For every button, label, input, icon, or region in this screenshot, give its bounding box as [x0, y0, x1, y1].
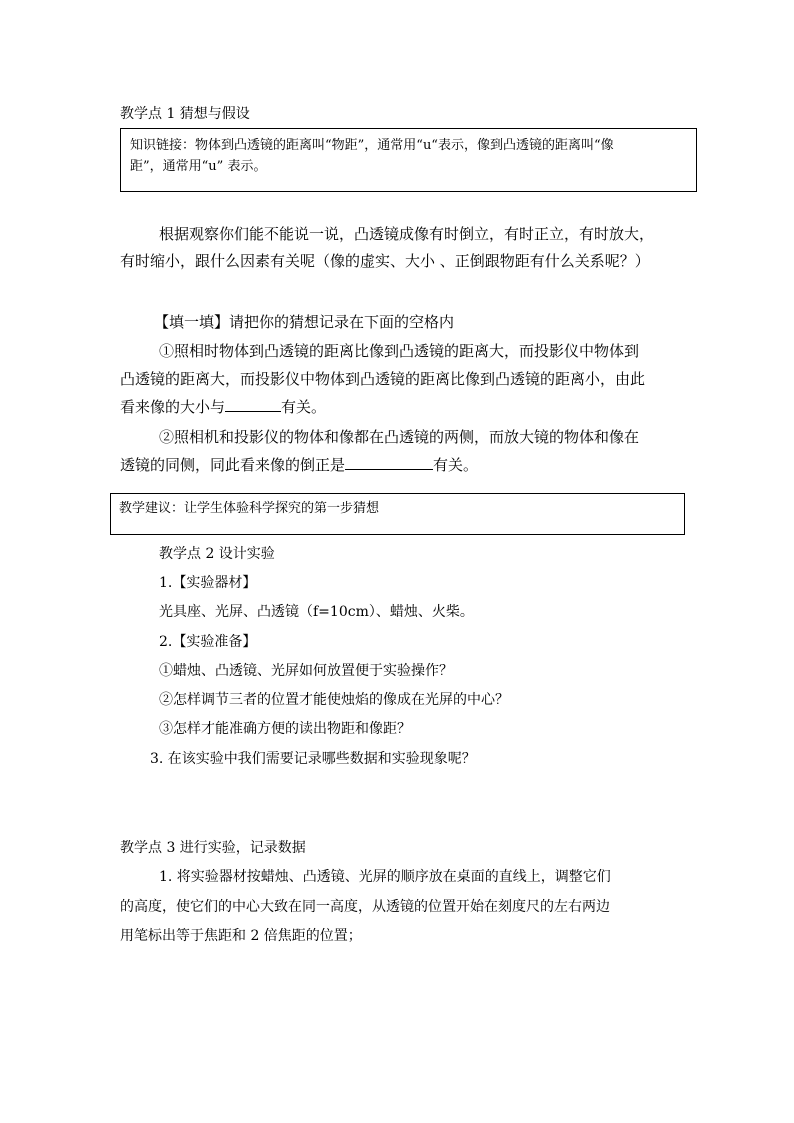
knowledge-link-line1: 知识链接：物体到凸透镜的距离叫“物距”，通常用“u“表示，像到凸透镜的距离叫“像	[130, 138, 614, 153]
preparation-question2: ②怎样调节三者的位置才能使烛焰的像成在光屏的中心？	[159, 692, 509, 708]
hypothesis2-line2	[120, 454, 478, 476]
knowledge-link-box	[120, 128, 697, 192]
observation-para-line2: 有时缩小，跟什么因素有关呢（像的虚实、大小 、正倒跟物距有什么关系呢？）	[120, 252, 650, 270]
procedure-step1-line2: 的高度，使它们的中心大致在同一高度，从透镜的位置开始在刻度尺的左右两边	[120, 899, 610, 915]
section3-heading: 教学点 3 进行实验，记录数据	[120, 840, 306, 856]
equipment-title: 1.【实验器材】	[159, 575, 257, 591]
observation-para-line1: 根据观察你们能不能说一说，凸透镜成像有时倒立，有时正立，有时放大，	[159, 225, 655, 243]
hypothesis2-line1: ②照相机和投影仪的物体和像都在凸透镜的两侧，而放大镜的物体和像在	[159, 428, 640, 446]
preparation-title: 2.【实验准备】	[159, 634, 257, 650]
section1-heading: 教学点 1 猜想与假设	[120, 106, 250, 122]
fill-in-title: 【填一填】请把你的猜想记录在下面的空格内	[154, 313, 455, 331]
data-recording-question: 3. 在该实验中我们需要记录哪些数据和实验现象呢？	[150, 751, 476, 767]
knowledge-link-line2: 距”，通常用“u” 表示。	[130, 159, 267, 174]
procedure-step1-line1: 1. 将实验器材按蜡烛、凸透镜、光屏的顺序放在桌面的直线上，调整它们	[159, 869, 611, 885]
preparation-question3: ③怎样才能准确方便的读出物距和像距？	[159, 721, 411, 737]
preparation-question1: ①蜡烛、凸透镜、光屏如何放置便于实验操作？	[159, 663, 453, 679]
hypothesis1-line3-post: 有关。	[281, 398, 327, 416]
teaching-suggestion-box	[110, 493, 685, 535]
procedure-step1-line3: 用笔标出等于焦距和 2 倍焦距的位置；	[120, 928, 362, 944]
equipment-list: 光具座、光屏、凸透镜（f=10cm）、蜡烛、火柴。	[159, 604, 474, 620]
hypothesis1-line1: ①照相时物体到凸透镜的距离比像到凸透镜的距离大，而投影仪中物体到	[159, 342, 640, 360]
answer-blank-orientation[interactable]	[345, 455, 433, 470]
teaching-suggestion-text: 教学建议：让学生体验科学探究的第一步猜想	[119, 501, 380, 516]
section2-heading: 教学点 2 设计实验	[159, 546, 275, 562]
hypothesis1-line2: 凸透镜的距离大，而投影仪中物体到凸透镜的距离比像到凸透镜的距离小，由此	[120, 370, 646, 388]
hypothesis2-line2-pre: 透镜的同侧，同此看来像的倒正是	[120, 456, 346, 474]
hypothesis1-line3-pre: 看来像的大小与	[120, 398, 226, 416]
answer-blank-size[interactable]	[225, 397, 281, 412]
hypothesis1-line3	[120, 396, 326, 418]
hypothesis2-line2-post: 有关。	[433, 456, 479, 474]
